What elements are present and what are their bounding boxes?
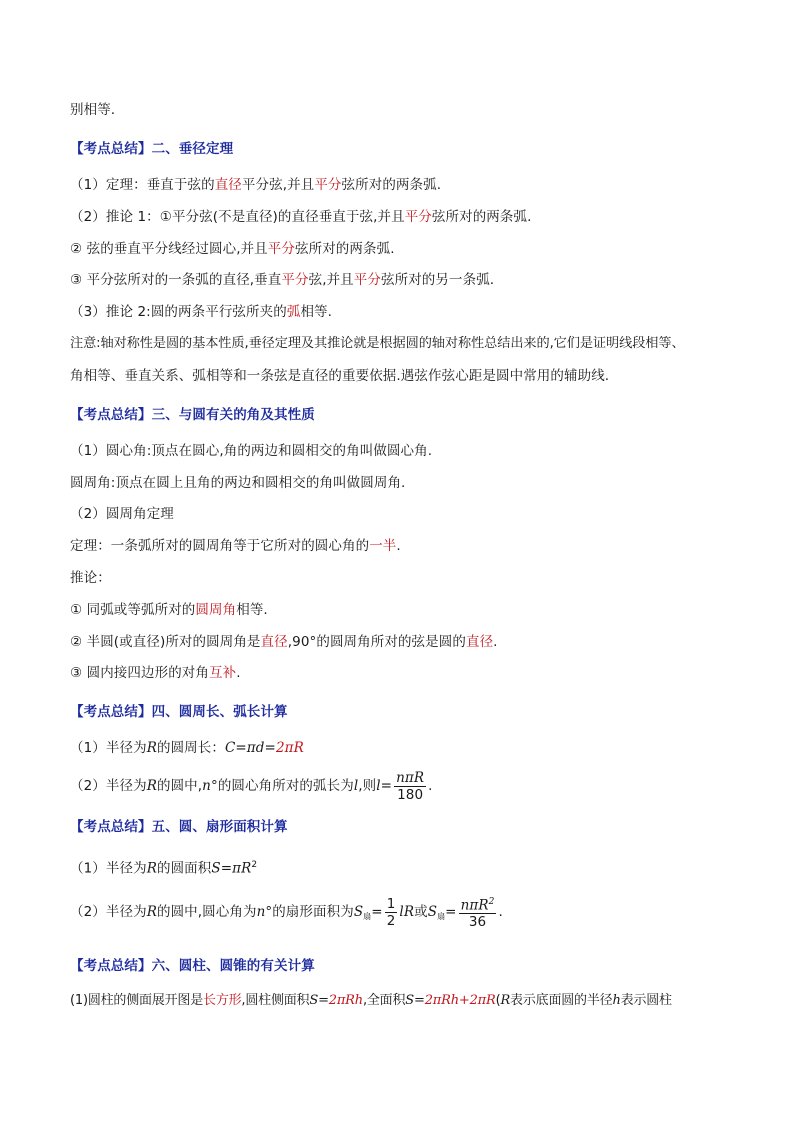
heading-text: 【考点总结】二、垂径定理 [70,141,234,157]
text: ③ 平分弦所对的一条弧的直径,垂直 [70,272,282,288]
math-variable: l [353,778,359,794]
math-variable: R [146,778,157,794]
text: 平分弦,并且 [241,177,315,193]
text: ( [495,993,501,1008]
text: （2）圆周角定理 [70,506,174,522]
section-heading-3 [70,405,315,425]
math-variable: R [500,993,511,1008]
text: 弦,并且 [308,272,354,288]
text: 别相等. [70,102,116,118]
text-line [70,632,498,652]
text: 相等. [236,602,268,618]
section-heading-5 [70,817,288,837]
text: ,则 [358,778,377,794]
exponent: 2 [251,860,258,870]
math-variable: h [612,993,621,1008]
text: （2）半径为 [70,904,147,920]
math-variable: R [146,740,157,756]
highlight-text: 长方形 [203,993,242,1008]
denominator: 2 [386,912,396,929]
text: ③ 圆内接四边形的对角 [70,665,209,681]
text: 的圆中,圆心角为 [156,904,257,920]
text-line [70,568,111,588]
math-variable: n [202,778,211,794]
text: 定理：一条弧所对的圆周角等于它所对的圆心角的 [70,538,370,554]
math-variable: S [353,904,364,920]
highlight-text: 直径 [260,634,288,650]
heading-text: 【考点总结】三、与圆有关的角及其性质 [70,407,315,423]
text-line [70,890,503,934]
math-expression: C=πd= [224,740,276,756]
text: . [236,665,241,681]
text: 弦所对的两条弧. [295,241,395,257]
text-line [70,239,395,259]
math-expression: S= [405,993,425,1008]
text-line [70,270,494,290]
highlight-text: 互补 [209,665,237,681]
text: ,全面积 [362,993,406,1008]
fraction [459,894,497,931]
text: . [396,538,401,554]
highlight-text: 直径 [214,177,242,193]
text: （1）定理：垂直于弦的 [70,177,215,193]
section-heading-6 [70,956,315,976]
math-expression: lR [399,904,415,920]
text: 弦所对的两条弧. [431,209,532,225]
highlight-math: 2πRh+2πR [424,993,496,1008]
denominator: 36 [468,914,487,931]
section-heading-2 [70,139,233,159]
text-line [70,366,609,386]
text: 的圆面积 [156,860,212,877]
numerator: nπR [396,769,425,786]
text-line [70,738,304,758]
text: . [428,778,433,794]
text-line [70,100,115,120]
text-line [70,302,332,322]
text: . [493,634,498,650]
text: ① 同弧或等弧所对的 [70,602,196,618]
text: （1）圆心角:顶点在圆心,角的两边和圆相交的角叫做圆心角. [70,443,433,459]
numerator [459,894,497,915]
text: (1)圆柱的侧面展开图是 [70,993,204,1008]
text-line [70,207,532,227]
text-line [70,175,441,195]
heading-text: 【考点总结】五、圆、扇形面积计算 [70,819,288,835]
text: ,90°的圆周角所对的弦是圆的 [287,634,466,650]
text: （1）半径为 [70,860,147,877]
section-heading-4 [70,702,288,722]
text-line [70,600,268,620]
numerator-text: nπR [460,897,489,914]
text: 相等. [300,304,333,320]
text-line [70,536,401,556]
math-variable: R [146,904,157,920]
text: = [371,904,383,920]
text-line [70,504,174,524]
text-line [70,855,257,879]
text: （2）半径为 [70,778,147,794]
text: 或 [414,904,428,920]
text: . [498,904,503,920]
text: 弦所对的两条弧. [341,177,442,193]
text: °的扇形面积为 [265,904,354,920]
highlight-math: 2πRh [328,993,363,1008]
math-variable: S [427,904,438,920]
subscript: 扇 [437,912,446,921]
heading-text: 【考点总结】六、圆柱、圆锥的有关计算 [70,958,315,974]
highlight-text: 平分 [353,272,381,288]
text: （1）半径为 [70,740,147,756]
text: ② 半圆(或直径)所对的圆周角是 [70,634,261,650]
fraction [385,896,398,929]
text: 角相等、垂直关系、弧相等和一条弦是直径的重要依据.遇弦作弦心距是圆中常用的辅助线. [70,368,610,384]
text: 的圆周长： [156,740,225,756]
text: = [445,904,457,920]
highlight-text: 一半 [369,538,397,554]
math-expression: S= [309,993,329,1008]
text: ,圆柱侧面积 [241,993,310,1008]
highlight-text: 平分 [267,241,295,257]
math-expression: l= [376,778,393,794]
text-line [70,334,685,354]
highlight-text: 平分 [281,272,309,288]
text: 圆周角:顶点在圆上且角的两边和圆相交的角叫做圆周角. [70,475,406,491]
highlight-text: 平分 [404,209,432,225]
text: 推论： [70,570,111,586]
highlight-math: 2πR [275,740,304,756]
text: 的圆中, [156,778,203,794]
fraction [394,770,426,803]
text: °的圆心角所对的弧长为 [210,778,354,794]
subscript: 扇 [363,912,372,921]
text-line [70,991,672,1011]
text-line [70,473,405,493]
text: 表示圆柱 [620,993,672,1008]
heading-text: 【考点总结】四、圆周长、弧长计算 [70,704,288,720]
highlight-text: 弧 [286,304,301,320]
text: 弦所对的另一条弧. [381,272,495,288]
text-line [70,441,432,461]
text-line [70,663,241,683]
exponent: 2 [488,896,495,907]
math-expression: S=πR [211,860,252,877]
text: 注意:轴对称性是圆的基本性质,垂径定理及其推论就是根据圆的轴对称性总结出来的,它们是证明线段相等、 [70,336,685,351]
highlight-text: 直径 [465,634,494,650]
numerator: 1 [386,895,396,912]
text: ② 弦的垂直平分线经过圆心,并且 [70,241,268,257]
text-line [70,766,433,806]
highlight-text: 圆周角 [195,602,237,618]
text: （3）推论 2:圆的两条平行弦所夹的 [70,304,287,320]
math-variable: n [256,904,266,920]
highlight-text: 平分 [314,177,342,193]
math-variable: R [146,860,157,877]
text: 表示底面圆的半径 [510,993,613,1008]
denominator: 180 [397,786,424,803]
text: （2）推论 1：①平分弦(不是直径)的直径垂直于弦,并且 [70,209,405,225]
